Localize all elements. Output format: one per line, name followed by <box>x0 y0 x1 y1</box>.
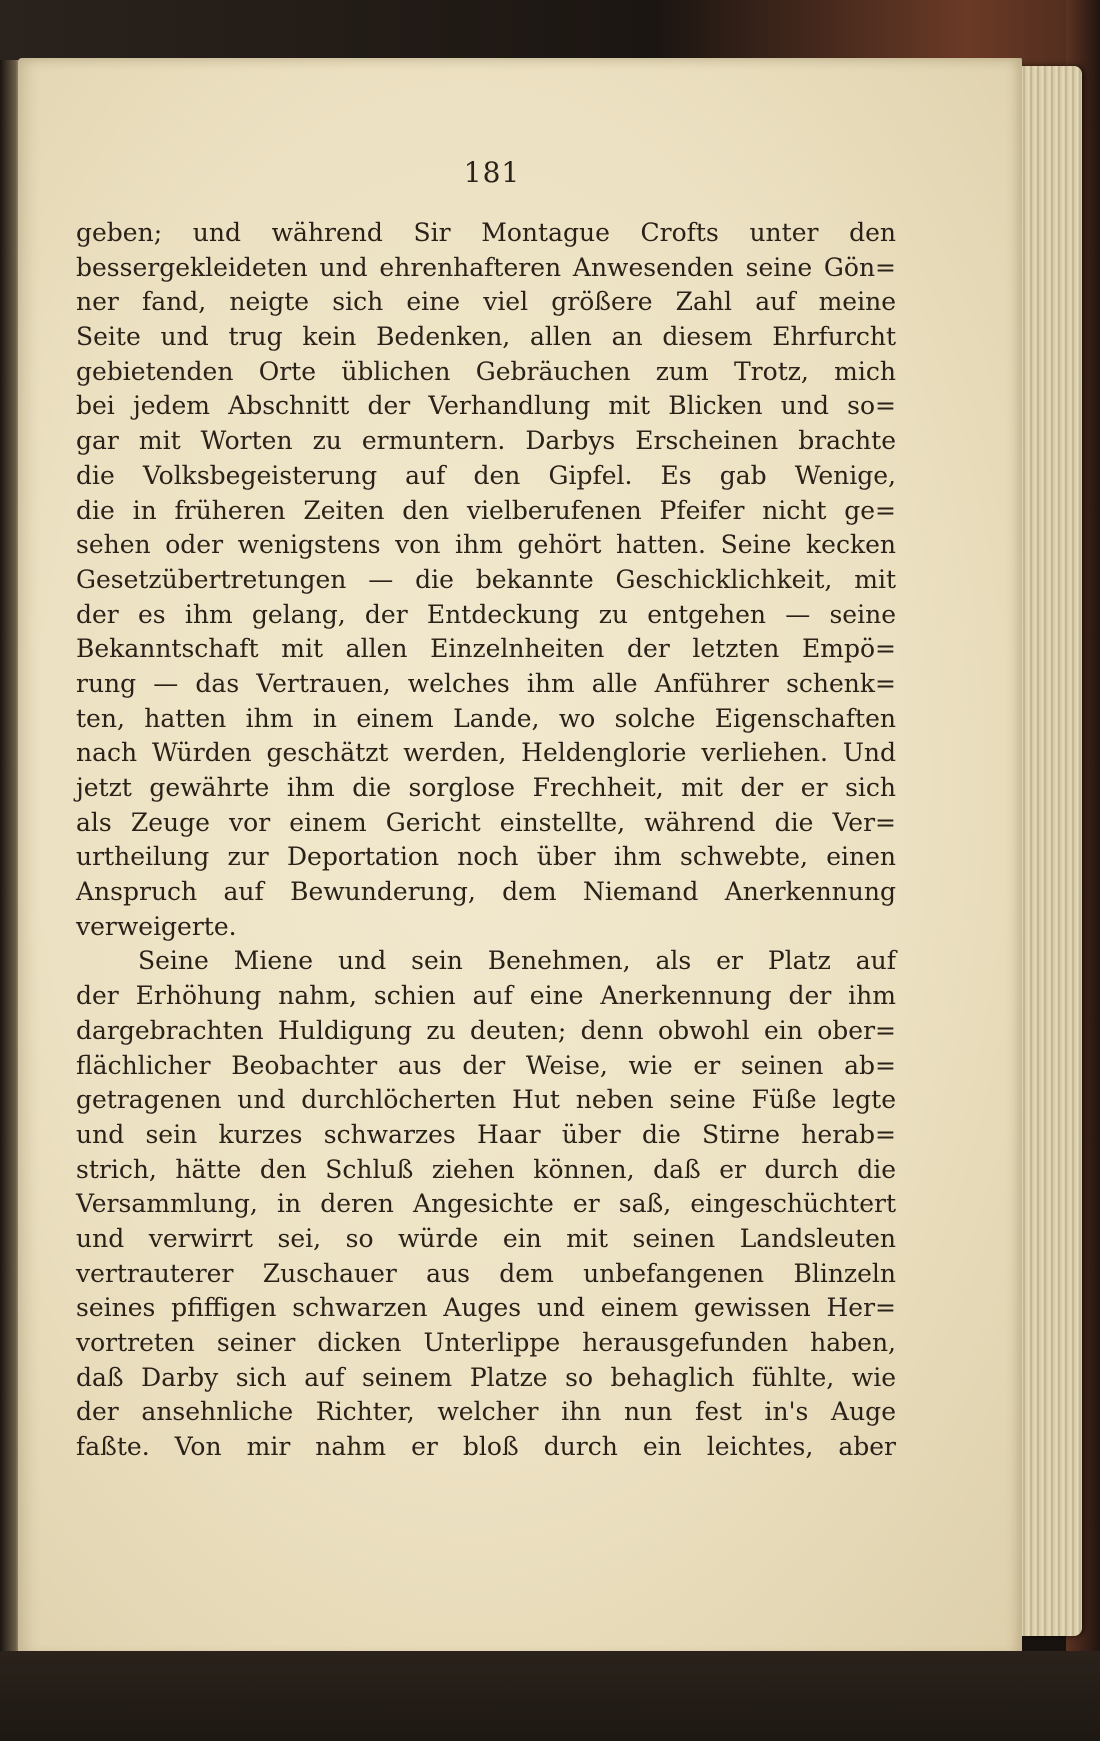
text-line: bei jedem Abschnitt der Verhandlung mit Blicken und so= <box>76 391 896 421</box>
text-line: flächlicher Beobachter aus der Weise, wie er seinen ab= <box>76 1050 896 1080</box>
page-number: 181 <box>463 156 521 189</box>
page-text <box>76 216 896 1465</box>
text-line: getragenen und durchlöcherten Hut neben seine Füße legte <box>76 1085 896 1115</box>
text-line: ten, hatten ihm in einem Lande, wo solche Eigenschaften <box>76 703 896 733</box>
text-line: ner fand, neigte sich eine viel größere Zahl auf meine <box>76 287 896 317</box>
text-line: und verwirrt sei, so würde ein mit seinen Landsleuten <box>76 1223 896 1253</box>
text-line: als Zeuge vor einem Gericht einstellte, während die Ver= <box>76 807 896 837</box>
text-line: Seite und trug kein Bedenken, allen an diesem Ehrfurcht <box>76 322 896 352</box>
text-line: daß Darby sich auf seinem Platze so behaglich fühlte, wie <box>76 1362 896 1392</box>
text-line: die Volksbegeisterung auf den Gipfel. Es gab Wenige, <box>76 460 896 490</box>
text-line: und sein kurzes schwarzes Haar über die Stirne herab= <box>76 1119 896 1149</box>
text-line: der es ihm gelang, der Entdeckung zu entgehen — seine <box>76 599 896 629</box>
text-line: der Erhöhung nahm, schien auf eine Anerkennung der ihm <box>76 981 896 1011</box>
text-line: bessergekleideten und ehrenhafteren Anwesenden seine Gön= <box>76 252 896 282</box>
text-line: seines pfiffigen schwarzen Auges und einem gewissen Her= <box>76 1293 896 1323</box>
text-line: Anspruch auf Bewunderung, dem Niemand Anerkennung <box>76 877 896 907</box>
text-line: vortreten seiner dicken Unterlippe herausgefunden haben, <box>76 1328 896 1357</box>
page-edges <box>1012 66 1082 1636</box>
text-line: sehen oder wenigstens von ihm gehört hatten. Seine kecken <box>76 530 896 560</box>
scan-bottom-background <box>0 1651 1100 1741</box>
text-line: geben; und während Sir Montague Crofts unter den <box>76 218 896 247</box>
text-line: der ansehnliche Richter, welcher ihn nun fest in's Auge <box>76 1397 896 1427</box>
book-page <box>18 58 1022 1658</box>
text-line: dargebrachten Huldigung zu deuten; denn obwohl ein ober= <box>76 1015 896 1045</box>
text-line: Versammlung, in deren Angesichte er saß, eingeschüchtert <box>76 1189 896 1219</box>
text-line: Gesetzübertretungen — die bekannte Geschicklichkeit, mit <box>76 564 896 594</box>
text-line: gar mit Worten zu ermuntern. Darbys Erscheinen brachte <box>76 426 896 456</box>
text-line: die in früheren Zeiten den vielberufenen Pfeifer nicht ge= <box>76 495 896 525</box>
text-line: Bekanntschaft mit allen Einzelnheiten der letzten Empö= <box>76 634 896 664</box>
paragraph-start-line: Seine Miene und sein Benehmen, als er Platz auf <box>138 946 896 976</box>
paragraph-end-line: verweigerte. <box>76 911 237 941</box>
text-line: faßte. Von mir nahm er bloß durch ein leichtes, aber <box>76 1432 896 1462</box>
text-line: nach Würden geschätzt werden, Heldenglorie verliehen. Und <box>76 738 896 768</box>
text-line: jetzt gewährte ihm die sorglose Frechheit, mit der er sich <box>76 773 896 802</box>
text-line: vertrauterer Zuschauer aus dem unbefangenen Blinzeln <box>76 1258 896 1288</box>
text-line: urtheilung zur Deportation noch über ihm schwebte, einen <box>76 842 896 872</box>
text-line: rung — das Vertrauen, welches ihm alle Anführer schenk= <box>76 668 896 698</box>
text-line: gebietenden Orte üblichen Gebräuchen zum Trotz, mich <box>76 356 896 386</box>
text-line: strich, hätte den Schluß ziehen können, daß er durch die <box>76 1154 896 1184</box>
